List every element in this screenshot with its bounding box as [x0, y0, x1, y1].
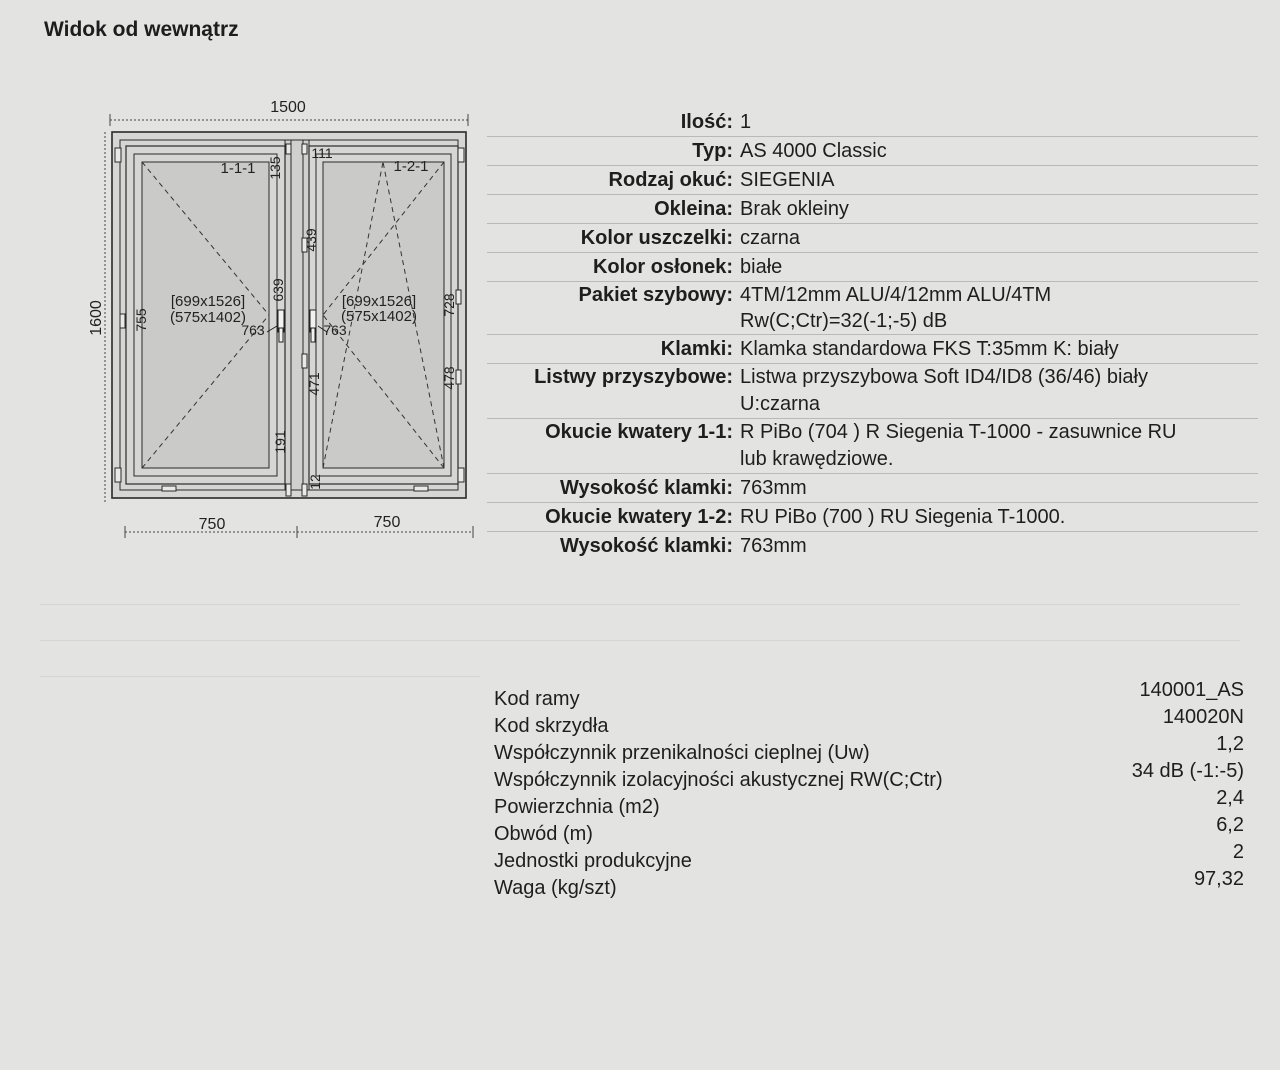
param-row [494, 760, 1244, 791]
spec-value: 1 [740, 111, 752, 133]
spec-table [487, 108, 1258, 560]
spec-value: Klamka standardowa FKS T:35mm K: biały [740, 338, 1119, 360]
spec-row-quantity [487, 108, 1258, 137]
spec-row-cover-color [487, 253, 1258, 282]
spec-value: Brak okleiny [740, 198, 849, 220]
spec-label: Ilość: [680, 111, 733, 133]
spec-row-handles [487, 335, 1258, 364]
param-label: Powierzchnia (m2) [494, 796, 660, 818]
spec-label: Kolor osłonek: [592, 256, 733, 278]
left-glass-inner: (575x1402) [170, 309, 246, 326]
param-value: 97,32 [1193, 868, 1244, 890]
param-label: Obwód (m) [494, 823, 593, 845]
spec-label: Okucie kwatery 1-2: [545, 506, 733, 528]
spec-row-glazing-beads [487, 364, 1258, 419]
right-dim-bottom: 12 [307, 474, 323, 490]
param-value: 1,2 [1216, 733, 1244, 755]
param-value: 2 [1232, 841, 1244, 863]
param-label: Waga (kg/szt) [494, 877, 617, 899]
param-label: Współczynnik izolacyjności akustycznej RW(C;Ctr) [494, 769, 943, 791]
param-label: Kod skrzydła [494, 715, 609, 737]
spec-label: Wysokość klamki: [559, 535, 733, 557]
left-dim-bottom: 191 [272, 430, 288, 454]
parameters-list [494, 679, 1244, 899]
spec-row-sash-1-1-fittings [487, 419, 1258, 474]
left-dim-hinge: 755 [133, 308, 149, 332]
left-handle-height: 763 [241, 322, 265, 338]
left-glass-outer: [699x1526] [170, 293, 246, 310]
spec-label: Kolor uszczelki: [580, 227, 733, 249]
spec-value-line: 4TM/12mm ALU/4/12mm ALU/4TM [740, 284, 1052, 306]
spec-row-handle-height-2 [487, 532, 1258, 560]
param-row [494, 787, 1244, 818]
right-glass-inner: (575x1402) [341, 308, 417, 325]
spec-value: RU PiBo (700 ) RU Siegenia T-1000. [740, 506, 1066, 528]
right-dim-hinge-lower: 478 [441, 366, 457, 390]
right-dim-hinge-upper: 728 [441, 293, 457, 317]
param-value: 2,4 [1216, 787, 1244, 809]
spec-label: Okucie kwatery 1-1: [545, 421, 733, 443]
page-title: Widok od wewnątrz [44, 18, 239, 41]
spec-value: 763mm [740, 535, 807, 557]
right-glass-outer: [699x1526] [341, 293, 417, 310]
param-row [494, 814, 1244, 845]
spec-value-line: U:czarna [740, 393, 821, 415]
param-value: 140001_AS [1139, 679, 1244, 701]
right-dim-top: 111 [311, 145, 333, 161]
param-label: Jednostki produkcyjne [494, 850, 692, 872]
param-value: 140020N [1162, 706, 1244, 728]
dim-total-height: 1600 [88, 300, 105, 336]
param-value: 6,2 [1216, 814, 1244, 836]
spec-value: 763mm [740, 477, 807, 499]
dim-sash-width-right: 750 [373, 514, 401, 531]
right-dim-lower: 471 [306, 372, 322, 396]
spec-value-line: R PiBo (704 ) R Siegenia T-1000 - zasuwnice RU [740, 421, 1177, 443]
left-dim-handle-side: 639 [270, 278, 286, 302]
spec-row-sash-1-2-fittings [487, 503, 1258, 532]
spec-label: Klamki: [660, 338, 733, 360]
spec-row-veneer [487, 195, 1258, 224]
right-dim-upper: 439 [303, 228, 319, 252]
param-label: Kod ramy [494, 688, 580, 710]
param-value: 34 dB (-1:-5) [1131, 760, 1244, 782]
spec-label: Pakiet szybowy: [578, 284, 733, 306]
spec-row-gasket-color [487, 224, 1258, 253]
spec-row-glazing [487, 282, 1258, 335]
left-dim-top: 135 [267, 156, 283, 180]
dim-total-width: 1500 [270, 99, 306, 116]
spec-label: Okleina: [654, 198, 733, 220]
param-row [494, 841, 1244, 872]
spec-label: Rodzaj okuć: [608, 169, 733, 191]
spec-value-line: lub krawędziowe. [740, 448, 894, 470]
spec-row-hardware [487, 166, 1258, 195]
right-sash-label: 1-2-1 [393, 158, 429, 175]
left-sash-label: 1-1-1 [220, 160, 256, 177]
param-row [494, 706, 1244, 737]
window-drawing [80, 92, 480, 552]
param-row [494, 868, 1244, 899]
param-label: Współczynnik przenikalności cieplnej (Uw) [494, 742, 870, 764]
spec-value: białe [740, 256, 783, 278]
spec-value: SIEGENIA [740, 169, 835, 191]
dim-sash-width-left: 750 [198, 516, 226, 533]
param-row [494, 679, 1244, 710]
spec-label: Wysokość klamki: [559, 477, 733, 499]
spec-value-line: Rw(C;Ctr)=32(-1;-5) dB [740, 310, 948, 332]
spec-value-line: Listwa przyszybowa Soft ID4/ID8 (36/46) biały [740, 366, 1148, 388]
spec-label: Listwy przyszybowe: [534, 366, 733, 388]
right-handle-height: 763 [323, 322, 347, 338]
spec-value: czarna [740, 227, 801, 249]
spec-row-handle-height-1 [487, 474, 1258, 503]
spec-value: AS 4000 Classic [740, 140, 887, 162]
spec-label: Typ: [692, 140, 733, 162]
spec-row-type [487, 137, 1258, 166]
